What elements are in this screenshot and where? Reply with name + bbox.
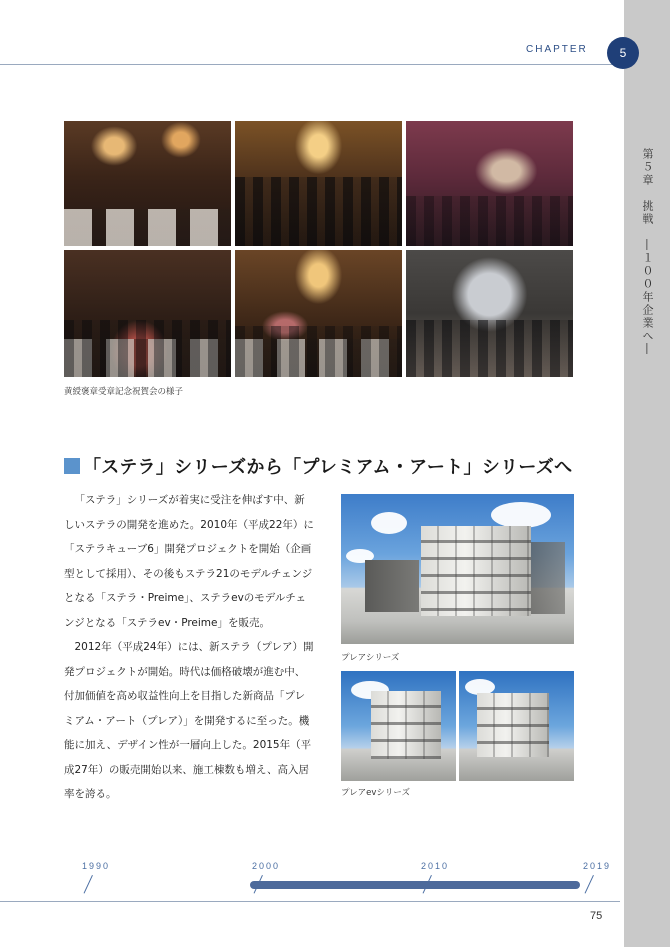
section-body — [64, 488, 314, 807]
chapter-side-title: 第５章 挑戦 ―１００年企業へ― — [641, 148, 654, 356]
prea-ev-series-caption: プレアevシリーズ — [341, 788, 410, 798]
prea-ev-series-photo-2 — [459, 671, 574, 781]
page-number: 75 — [590, 910, 603, 922]
timeline-tick-2019 — [585, 875, 594, 894]
celebration-photo-5 — [235, 250, 402, 377]
section-marker — [64, 458, 80, 474]
body-paragraph-1: 「ステラ」シリーズが着実に受注を伸ばす中、新しいステラの開発を進めた。2010年（平成22年）に「ステラキューブ6」開発プロジェクトを開始（企画型として採用）、その後もステラ21のモデルチェンジとなる「ステラ・Preime」、ステラevのモデルチェンジとなる「ステラev・Preime」を販売。 — [64, 494, 314, 629]
header-rule — [0, 64, 620, 65]
chapter-number-badge: 5 — [607, 37, 639, 69]
prea-series-photo — [341, 494, 574, 644]
timeline-year-2000: 2000 — [252, 861, 281, 871]
timeline-year-1990: 1990 — [82, 861, 111, 871]
celebration-photo-2 — [235, 121, 402, 246]
section-title: 「ステラ」シリーズから「プレミアム・アート」シリーズへ — [83, 457, 573, 478]
celebration-photo-4 — [64, 250, 231, 377]
celebration-photo-1 — [64, 121, 231, 246]
timeline-year-2010: 2010 — [421, 861, 450, 871]
footer-rule — [0, 901, 620, 902]
body-paragraph-2: 2012年（平成24年）には、新ステラ（プレア）開発プロジェクトが開始。時代は価格破壊が進む中、付加価値を高め収益性向上を目指した新商品「プレミアム・アート（プレア）」を開発するに至った。機能に加え、デザイン性が一層向上した。2015年（平成27年）の販売開始以来、施工棟数も増え、高入居率を誇る。 — [64, 641, 314, 800]
celebration-photo-6 — [406, 250, 573, 377]
chapter-label: CHAPTER — [526, 44, 588, 55]
timeline-tick-1990 — [84, 875, 93, 894]
prea-series-caption: プレアシリーズ — [341, 653, 400, 663]
prea-ev-series-photo-1 — [341, 671, 456, 781]
timeline-highlight-bar — [250, 881, 580, 889]
celebration-photo-3 — [406, 121, 573, 246]
side-band — [624, 0, 670, 947]
timeline-year-2019: 2019 — [583, 861, 612, 871]
celebration-caption: 黄綬褒章受章記念祝賀会の様子 — [64, 387, 184, 397]
